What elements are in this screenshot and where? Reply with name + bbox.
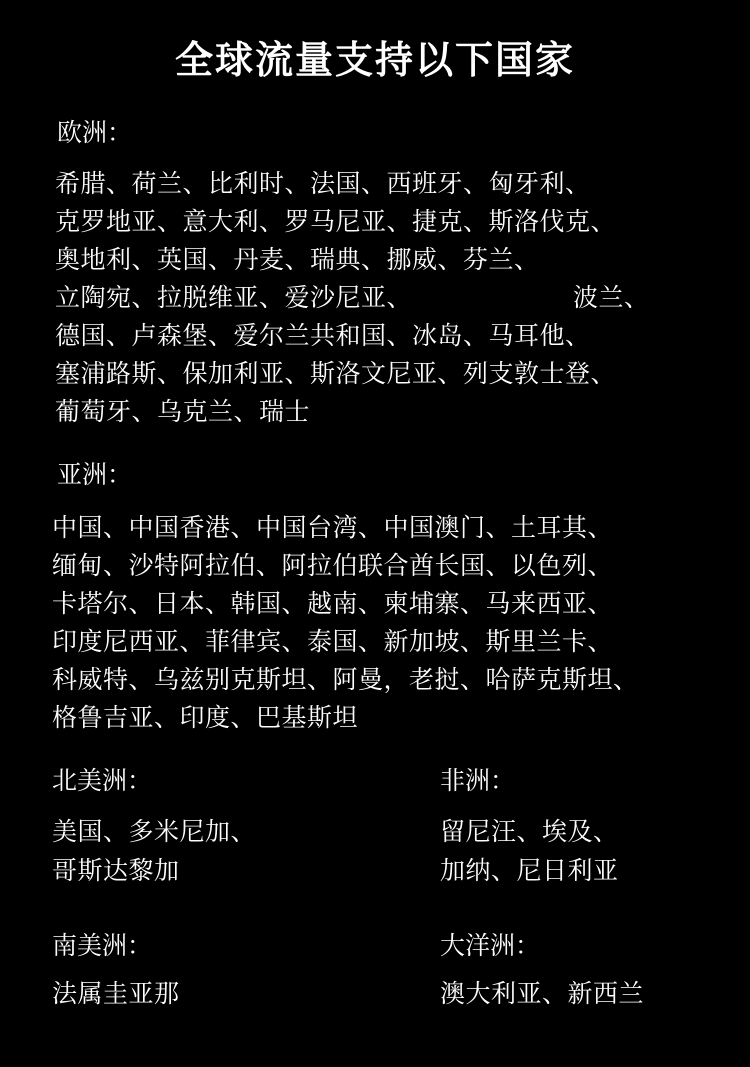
oceania-label: 大洋洲： xyxy=(440,931,541,960)
europe-line: 克罗地亚、意大利、罗马尼亚、捷克、斯洛伐克、 xyxy=(55,207,617,236)
asia-line: 印度尼西亚、菲律宾、泰国、新加坡、斯里兰卡、 xyxy=(52,627,614,656)
asia-line: 格鲁吉亚、印度、巴基斯坦 xyxy=(52,703,359,732)
asia-line: 卡塔尔、日本、韩国、越南、柬埔寨、马来西亚、 xyxy=(52,589,614,618)
europe-line: 希腊、荷兰、比利时、法国、西班牙、匈牙利、 xyxy=(55,169,591,198)
europe-line: 德国、卢森堡、爱尔兰共和国、冰岛、马耳他、 xyxy=(55,321,591,350)
asia-line: 中国、中国香港、中国台湾、中国澳门、土耳其、 xyxy=(52,513,614,542)
asia-label: 亚洲： xyxy=(57,460,133,489)
page-title: 全球流量支持以下国家 xyxy=(174,38,575,82)
asia-line: 科威特、乌兹别克斯坦、阿曼，老挝、哈萨克斯坦、 xyxy=(52,665,639,694)
north-america-line: 美国、多米尼加、 xyxy=(52,817,257,846)
europe-line: 立陶宛、拉脱维亚、爱沙尼亚、 xyxy=(55,283,413,312)
africa-label: 非洲： xyxy=(440,766,516,795)
europe-label: 欧洲： xyxy=(57,118,133,147)
south-america-label: 南美洲： xyxy=(52,931,153,960)
europe-line: 奥地利、英国、丹麦、瑞典、挪威、芬兰、 xyxy=(55,245,540,274)
africa-line: 留尼汪、埃及、 xyxy=(440,817,619,846)
north-america-line: 哥斯达黎加 xyxy=(52,856,180,885)
oceania-line: 澳大利亚、新西兰 xyxy=(440,979,645,1008)
europe-line: 葡萄牙、乌克兰、瑞士 xyxy=(55,397,311,426)
south-america-line: 法属圭亚那 xyxy=(52,979,180,1008)
europe-line: 波兰、 xyxy=(573,283,650,312)
africa-line: 加纳、尼日利亚 xyxy=(440,856,619,885)
asia-line: 缅甸、沙特阿拉伯、阿拉伯联合酋长国、以色列、 xyxy=(52,551,614,580)
europe-line: 塞浦路斯、保加利亚、斯洛文尼亚、列支敦士登、 xyxy=(55,359,617,388)
north-america-label: 北美洲： xyxy=(52,766,153,795)
